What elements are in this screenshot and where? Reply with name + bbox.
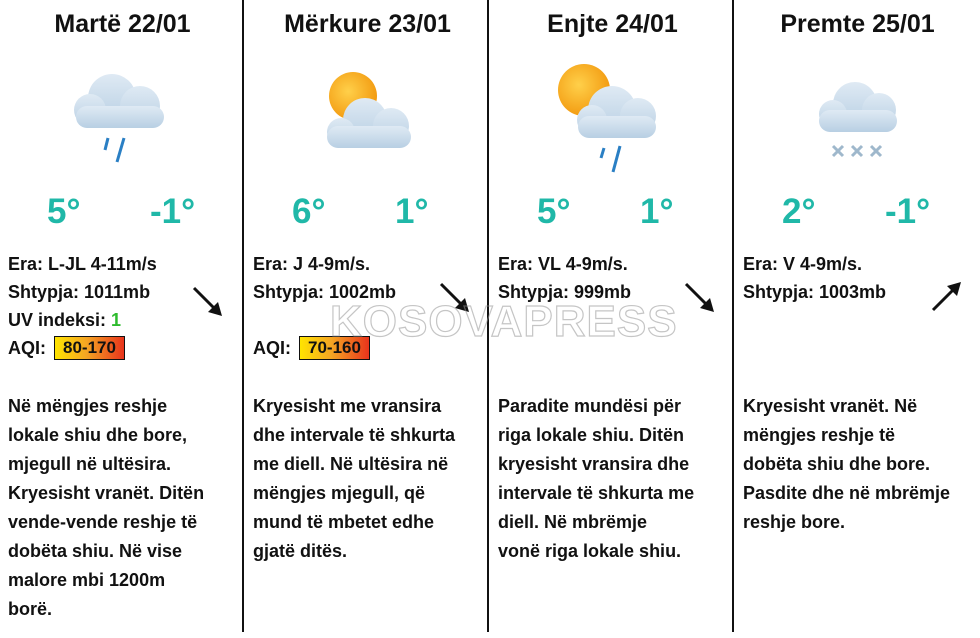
description-line: vende-vende reshje të	[8, 512, 198, 532]
description-line: Në mëngjes reshje	[8, 396, 168, 416]
aqi-badge: 70-160	[299, 336, 370, 360]
wind-text: Era: VL 4-9m/s.	[498, 254, 628, 274]
day-title: Enjte 24/01	[547, 10, 678, 38]
temperature-high: 2°	[782, 192, 816, 231]
forecast-description	[253, 392, 485, 566]
forecast-description	[743, 392, 975, 537]
temperature-low: -1°	[150, 192, 196, 231]
description-line: diell. Në mbrëmje	[498, 512, 648, 532]
aqi-row	[8, 334, 238, 362]
aqi-label: AQI:	[253, 338, 291, 358]
uv-label: UV indeksi:	[8, 310, 112, 330]
column-divider	[242, 0, 244, 632]
wind-direction-arrow-icon	[188, 282, 228, 322]
temperature-low: 1°	[395, 192, 429, 231]
description-line: intervale të shkurta me	[498, 483, 695, 503]
forecast-description	[8, 392, 240, 624]
day-title: Mërkure 23/01	[284, 10, 451, 38]
description-line: reshje bore.	[743, 512, 846, 532]
sun-behind-cloud-icon	[307, 60, 427, 180]
description-line: mëngjes mjegull, që	[253, 483, 426, 503]
pressure-text: Shtypja: 1003mb	[743, 282, 887, 302]
description-line: Pasdite dhe në mbrëmje	[743, 483, 951, 503]
day-title: Premte 25/01	[780, 10, 935, 38]
pressure-text: Shtypja: 1011mb	[8, 282, 151, 302]
aqi-label: AQI:	[8, 338, 46, 358]
aqi-badge: 80-170	[54, 336, 125, 360]
wind-direction-arrow-icon	[927, 276, 967, 316]
description-line: dobëta shiu dhe bore.	[743, 454, 931, 474]
column-divider	[732, 0, 734, 632]
pressure-text: Shtypja: 1002mb	[253, 282, 397, 302]
pressure-text: Shtypja: 999mb	[498, 282, 632, 302]
description-line: lokale shiu dhe bore,	[8, 425, 188, 445]
description-line: Kryesisht me vransira	[253, 396, 442, 416]
temperature-low: 1°	[640, 192, 674, 231]
wind-text: Era: J 4-9m/s.	[253, 254, 371, 274]
description-line: kryesisht vransira dhe	[498, 454, 690, 474]
description-line: me diell. Në ultësira në	[253, 454, 449, 474]
temperature-high: 6°	[292, 192, 326, 231]
description-line: Kryesisht vranët. Në	[743, 396, 918, 416]
description-line: vonë riga lokale shiu.	[498, 541, 682, 561]
description-line: Paradite mundësi për	[498, 396, 682, 416]
description-line: mëngjes reshje të	[743, 425, 896, 445]
wind-text: Era: L-JL 4-11m/s	[8, 254, 157, 274]
day-title: Martë 22/01	[54, 10, 191, 38]
description-line: riga lokale shiu. Ditën	[498, 425, 685, 445]
description-line: dobëta shiu. Në vise	[8, 541, 183, 561]
description-line: gjatë ditës.	[253, 541, 348, 561]
description-line: mund të mbetet edhe	[253, 512, 435, 532]
description-line: mjegull në ultësira.	[8, 454, 172, 474]
description-line: Kryesisht vranët. Ditën	[8, 483, 205, 503]
cloud-rain-icon	[62, 60, 182, 180]
temperature-low: -1°	[885, 192, 931, 231]
day-column-4	[735, 0, 980, 638]
temperature-high: 5°	[537, 192, 571, 231]
forecast-description	[498, 392, 730, 566]
temperature-high: 5°	[47, 192, 81, 231]
wind-direction-arrow-icon	[680, 278, 720, 318]
cloud-snow-icon	[797, 60, 917, 180]
sun-cloud-rain-icon	[552, 60, 672, 180]
uv-value: 1	[111, 310, 122, 330]
wind-text: Era: V 4-9m/s.	[743, 254, 863, 274]
watermark: KOSOVAPRESS	[330, 297, 678, 346]
day-column-1	[0, 0, 245, 638]
description-line: borë.	[8, 599, 53, 619]
description-line: malore mbi 1200m	[8, 570, 166, 590]
description-line: dhe intervale të shkurta	[253, 425, 456, 445]
